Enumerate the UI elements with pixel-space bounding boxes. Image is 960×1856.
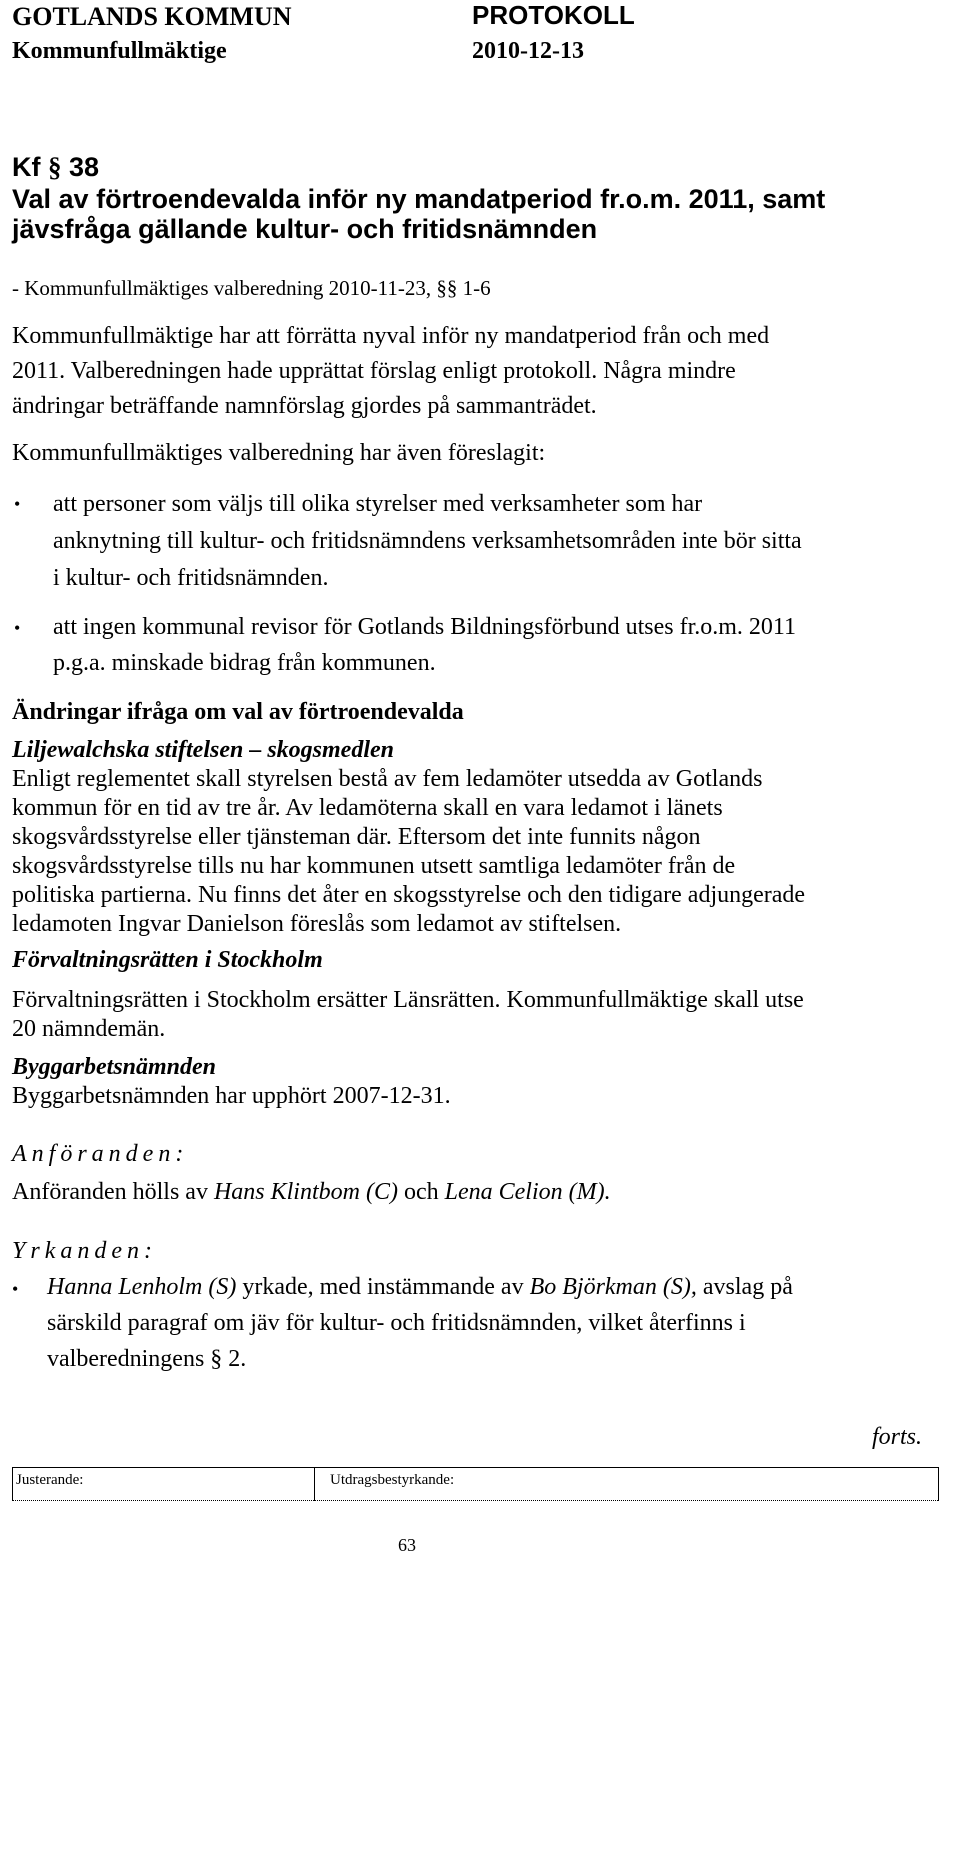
speaker-1: Hans Klintbom (C): [213, 1179, 398, 1205]
reference-symbols: §§: [436, 276, 458, 300]
proposal-1-line-2: anknytning till kultur- och fritidsnämndens verksamhetsområden inte bör sitta: [53, 528, 802, 554]
body-name: Kommunfullmäktige: [12, 38, 227, 64]
protocol-date: 2010-12-13: [472, 38, 584, 64]
justerande-label: Justerande:: [16, 1472, 84, 1488]
proposal-1-line-1: att personer som väljs till olika styrelser med verksamheter som har: [53, 491, 703, 517]
section-title-line2: jävsfråga gällande kultur- och fritidsnämnden: [12, 214, 598, 244]
intro-line-4: Kommunfullmäktiges valberedning har även föreslagit:: [12, 440, 546, 466]
liljewalchska-line-6: ledamoten Ingvar Danielson föreslås som ledamot av stiftelsen.: [12, 911, 622, 937]
supporter-name: Bo Björkman (S),: [529, 1274, 697, 1300]
section-number: 38: [69, 152, 100, 182]
changes-heading: Ändringar ifråga om val av förtroendevalda: [12, 699, 464, 725]
org-name: GOTLANDS KOMMUN: [12, 2, 292, 31]
footer-top-rule: [12, 1467, 938, 1468]
intro-line-3: ändringar beträffande namnförslag gjordes på sammanträdet.: [12, 393, 597, 419]
section-prefix: Kf: [12, 152, 41, 182]
proposal-2-line-1: att ingen kommunal revisor för Gotlands Bildningsförbund utses fr.o.m. 2011: [53, 614, 797, 640]
anforanden-intro: Anföranden hölls av: [12, 1179, 208, 1205]
continued-marker: forts.: [872, 1424, 923, 1450]
yrkanden-text-2: avslag på: [702, 1274, 793, 1300]
forvaltning-heading: Förvaltningsrätten i Stockholm: [12, 947, 323, 973]
page-number: 63: [398, 1535, 416, 1555]
yrkanden-line-3: valberedningens § 2.: [47, 1346, 247, 1372]
footer-dotted-rule: [12, 1500, 938, 1501]
forvaltning-line-1: Förvaltningsrätten i Stockholm ersätter Länsrätten. Kommunfullmäktige skall utse: [12, 987, 804, 1013]
byggarbets-heading: Byggarbetsnämnden: [12, 1054, 217, 1080]
proposal-1-line-3: i kultur- och fritidsnämnden.: [53, 565, 329, 591]
anforanden-label: Anföranden:: [12, 1141, 189, 1167]
proposer-name: Hanna Lenholm (S): [47, 1274, 237, 1300]
yrkanden-text-1: yrkade, med instämmande av: [242, 1274, 524, 1300]
liljewalchska-line-5: politiska partierna. Nu finns det åter en skogsstyrelse och den tidigare adjungerade: [12, 882, 806, 908]
liljewalchska-heading: Liljewalchska stiftelsen – skogsmedlen: [12, 737, 394, 763]
reference-line: [12, 276, 491, 301]
proposal-2-line-2: p.g.a. minskade bidrag från kommunen.: [53, 650, 436, 676]
liljewalchska-line-4: skogsvårdsstyrelse tills nu har kommunen utsett samtliga ledamöter från de: [12, 853, 736, 879]
bullet: •: [14, 494, 21, 514]
anforanden-text: [12, 1179, 611, 1206]
forvaltning-line-2: 20 nämndemän.: [12, 1016, 166, 1042]
footer-right-border: [938, 1467, 939, 1501]
footer-left-border: [12, 1467, 13, 1501]
speaker-2: Lena Celion (M).: [444, 1179, 611, 1205]
liljewalchska-line-1: Enligt reglementet skall styrelsen bestå av fem ledamöter utsedda av Gotlands: [12, 766, 763, 792]
conjunction: och: [403, 1179, 439, 1205]
reference-text: - Kommunfullmäktiges valberedning 2010-11-23,: [12, 276, 432, 300]
yrkanden-line-1: [47, 1274, 793, 1301]
intro-line-1: Kommunfullmäktige har att förrätta nyval inför ny mandatperiod från och med: [12, 323, 770, 349]
intro-line-2: 2011. Valberedningen hade upprättat förslag enligt protokoll. Några mindre: [12, 358, 736, 384]
yrkanden-label: Yrkanden:: [12, 1238, 157, 1264]
paragraph-symbol: §: [48, 152, 62, 182]
byggarbets-line-1: Byggarbetsnämnden har upphört 2007-12-31.: [12, 1083, 451, 1109]
doc-type: PROTOKOLL: [472, 0, 635, 30]
section-title-line1: Val av förtroendevalda inför ny mandatperiod fr.o.m. 2011, samt: [12, 184, 826, 214]
liljewalchska-line-3: skogsvårdsstyrelse eller tjänsteman där. Eftersom det inte funnits någon: [12, 824, 701, 850]
bullet: •: [12, 1279, 19, 1299]
footer-divider: [314, 1467, 315, 1501]
section-id: [12, 152, 99, 183]
liljewalchska-line-2: kommun för en tid av tre år. Av ledamöterna skall en vara ledamot i länets: [12, 795, 723, 821]
yrkanden-line-2: särskild paragraf om jäv för kultur- och fritidsnämnden, vilket återfinns i: [47, 1310, 746, 1336]
bullet: •: [14, 618, 21, 638]
reference-range: 1-6: [462, 276, 491, 300]
utdrag-label: Utdragsbestyrkande:: [330, 1472, 455, 1488]
